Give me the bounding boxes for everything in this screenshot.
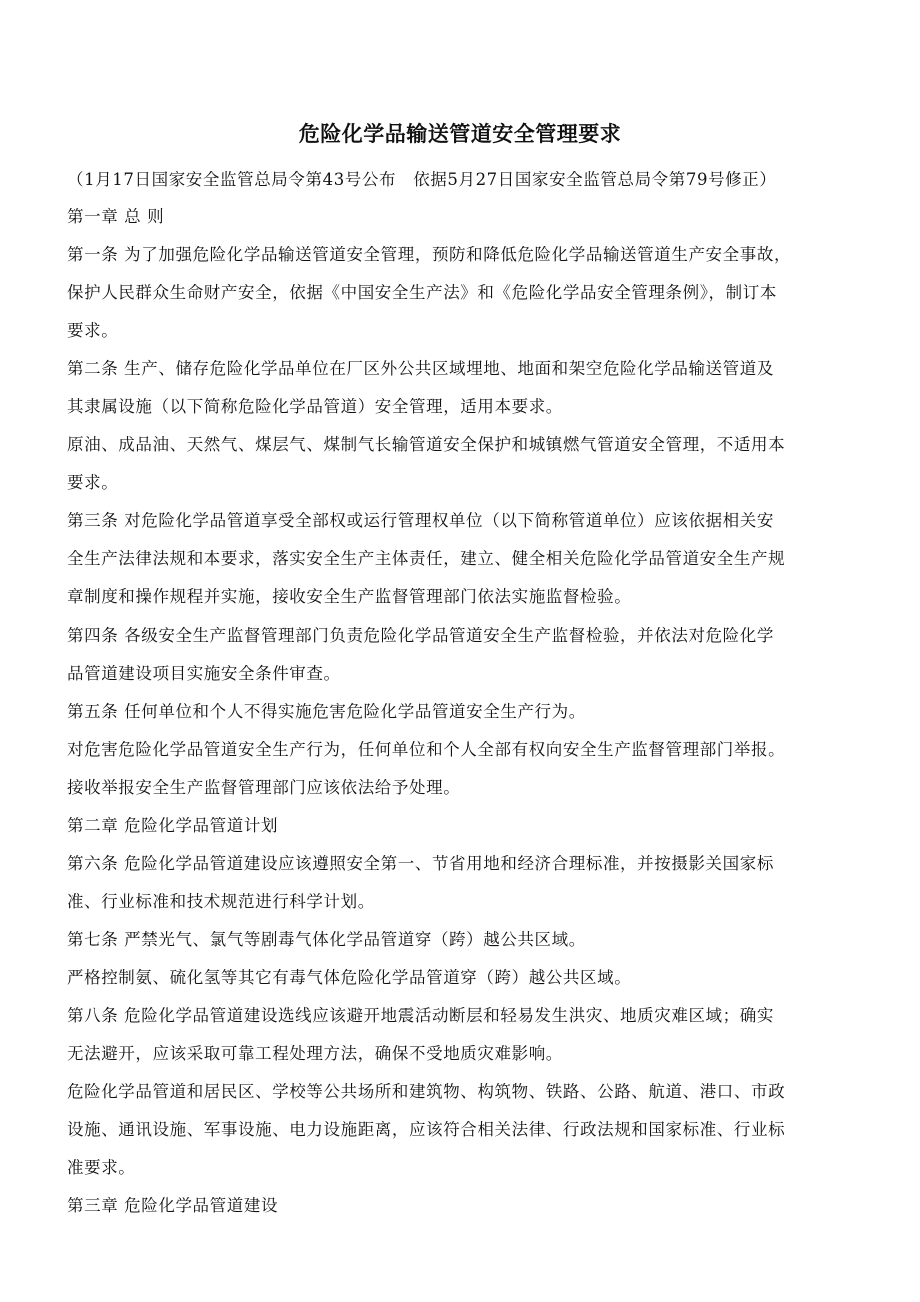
document-title: 危险化学品输送管道安全管理要求 [298, 121, 622, 146]
paragraph-line: 第八条 危险化学品管道建设选线应该避开地震活动断层和轻易发生洪灾、地质灾难区域；确实 [67, 1006, 774, 1025]
paragraph-line: 要求。 [67, 473, 119, 492]
paragraph-line: 第七条 严禁光气、氯气等剧毒气体化学品管道穿（跨）越公共区域。 [67, 930, 586, 949]
chapter-heading: 第一章 总 则 [67, 207, 165, 226]
paragraph-line: 第六条 危险化学品管道建设应该遵照安全第一、节省用地和经济合理标准，并按摄影关国家标 [67, 854, 774, 873]
paragraph-line: 第三条 对危险化学品管道享受全部权或运行管理权单位（以下简称管道单位）应该依据相关安 [67, 511, 774, 530]
paragraph-line: 对危害危险化学品管道安全生产行为，任何单位和个人全部有权向安全生产监督管理部门举报。 [67, 740, 786, 759]
paragraph-line: 严格控制氨、硫化氢等其它有毒气体危险化学品管道穿（跨）越公共区域。 [67, 968, 632, 987]
paragraph-line: 第一条 为了加强危险化学品输送管道安全管理，预防和降低危险化学品输送管道生产安全事故， [67, 245, 792, 264]
paragraph-line: 准要求。 [67, 1158, 136, 1177]
paragraph-line: 品管道建设项目实施安全条件审查。 [67, 664, 341, 683]
paragraph-line: 原油、成品油、天然气、煤层气、煤制气长输管道安全保护和城镇燃气管道安全管理，不适用本 [67, 435, 786, 454]
paragraph-line: 接收举报安全生产监督管理部门应该依法给予处理。 [67, 778, 461, 797]
chapter-heading: 第二章 危险化学品管道计划 [67, 816, 279, 835]
paragraph-line: 其隶属设施（以下简称危险化学品管道）安全管理，适用本要求。 [67, 397, 563, 416]
paragraph-line: 第四条 各级安全生产监督管理部门负责危险化学品管道安全生产监督检验，并依法对危险化学 [67, 626, 774, 645]
paragraph-line: 第五条 任何单位和个人不得实施危害危险化学品管道安全生产行为。 [67, 702, 586, 721]
paragraph-line: 第二条 生产、储存危险化学品单位在厂区外公共区域埋地、地面和架空危险化学品输送管道及 [67, 359, 774, 378]
paragraph-line: 设施、通讯设施、军事设施、电力设施距离，应该符合相关法律、行政法规和国家标准、行业标 [67, 1120, 786, 1139]
chapter-heading: 第三章 危险化学品管道建设 [67, 1196, 279, 1215]
paragraph-line: 准、行业标准和技术规范进行科学计划。 [67, 892, 375, 911]
paragraph-line: 要求。 [67, 321, 119, 340]
paragraph-line: 保护人民群众生命财产安全，依据《中国安全生产法》和《危险化学品安全管理条例》，制订本 [67, 283, 777, 302]
paragraph-line: 无法避开，应该采取可靠工程处理方法，确保不受地质灾难影响。 [67, 1044, 563, 1063]
paragraph-line: 危险化学品管道和居民区、学校等公共场所和建筑物、构筑物、铁路、公路、航道、港口、市政 [67, 1082, 786, 1101]
document-subtitle: （1月17日国家安全监管总局令第43号公布 依据5月27日国家安全监管总局令第79号修正） [67, 170, 777, 189]
paragraph-line: 全生产法律法规和本要求，落实安全生产主体责任，建立、健全相关危险化学品管道安全生产规 [67, 549, 786, 568]
paragraph-line: 章制度和操作规程并实施，接收安全生产监督管理部门依法实施监督检验。 [67, 587, 632, 606]
